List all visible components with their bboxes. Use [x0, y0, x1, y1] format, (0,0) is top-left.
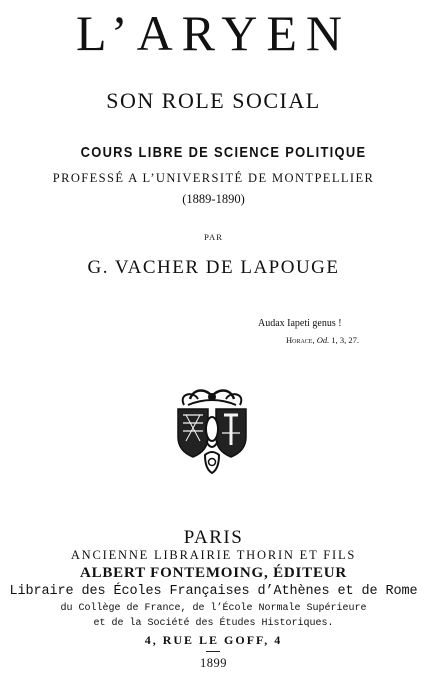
imprint-address: 4, RUE LE GOFF, 4 — [144, 633, 283, 647]
course-line: COURS LIBRE DE SCIENCE POLITIQUE — [80, 144, 367, 161]
author-name: G. VACHER DE LAPOUGE — [87, 257, 340, 278]
divider-rule — [206, 651, 220, 652]
imprint-societe: et de la Société des Études Historiques. — [93, 618, 334, 629]
imprint-city: PARIS — [183, 527, 244, 548]
epigraph-source-work: Od. — [316, 335, 330, 345]
epigraph-quote: Audax Iapeti genus ! — [258, 318, 342, 329]
imprint-libraire: Libraire des Écoles Françaises d’Athènes et de Rome — [9, 584, 418, 599]
imprint-former-name: ANCIENNE LIBRAIRIE THORIN ET FILS — [70, 548, 357, 562]
years-line: (1889-1890) — [182, 192, 245, 206]
epigraph-source-ref: 1, 3, 27. — [331, 335, 359, 345]
book-title: L’ARYEN — [75, 5, 352, 61]
imprint-publisher: ALBERT FONTEMOING, ÉDITEUR — [79, 565, 348, 581]
publisher-emblem-icon — [172, 385, 252, 475]
book-subtitle: SON ROLE SOCIAL — [106, 88, 321, 113]
imprint-college: du Collège de France, de l’École Normale Supérieure — [60, 603, 367, 614]
professed-line: PROFESSÉ A L’UNIVERSITÉ DE MONTPELLIER — [52, 171, 375, 185]
imprint-year: 1899 — [200, 656, 227, 670]
epigraph-source-author: Horace, — [286, 335, 315, 345]
epigraph-source — [286, 335, 359, 345]
by-line: PAR — [204, 232, 223, 242]
